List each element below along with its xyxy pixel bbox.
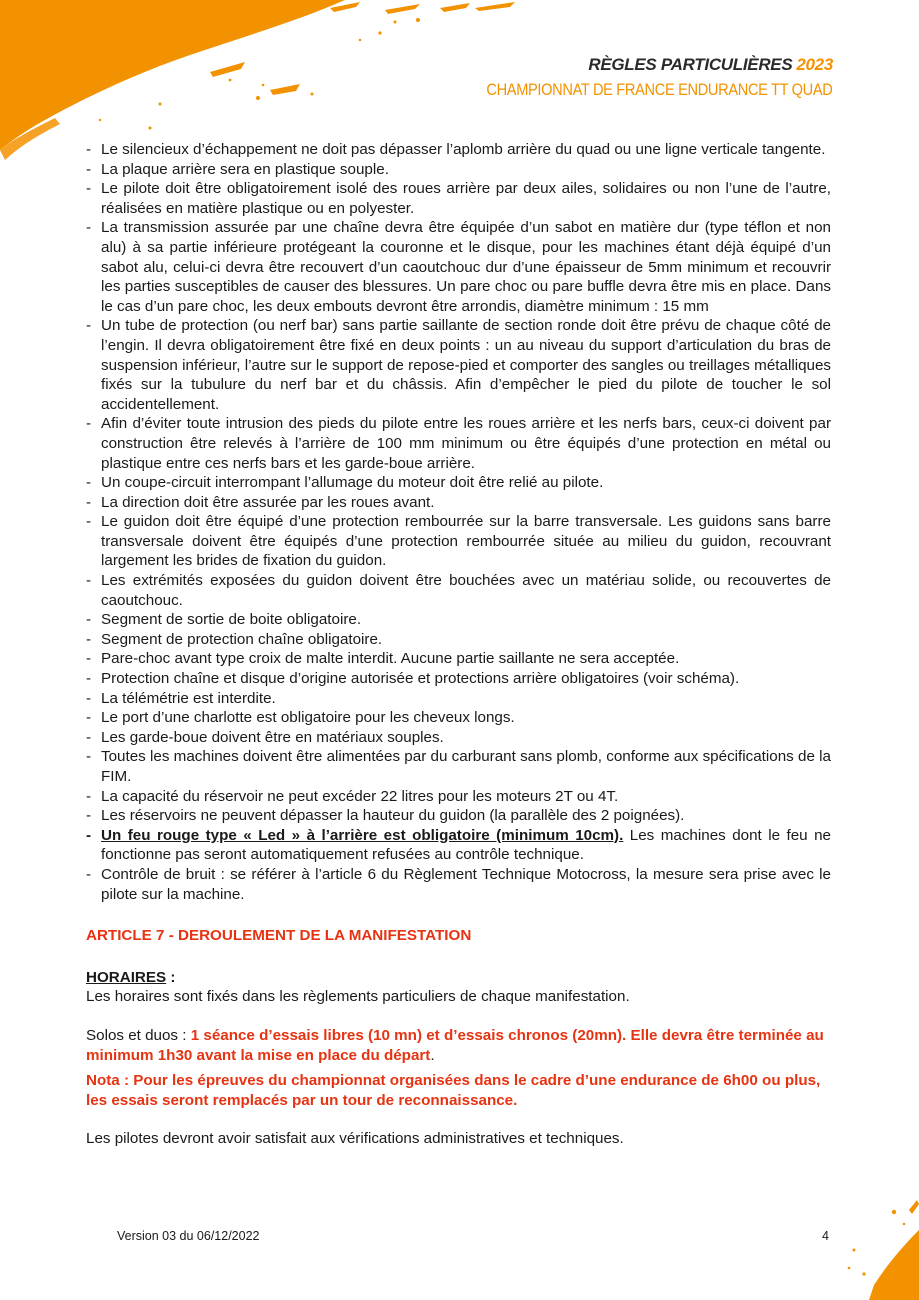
led-rule-text: Les machines dont le feu ne fonctionne pas seront automatiquement refusées au contrôle technique. [101, 826, 831, 864]
solos-suffix: . [430, 1046, 435, 1064]
horaires-heading [86, 968, 831, 988]
rules-list [86, 140, 831, 904]
list-item: - Les réservoirs ne peuvent dépasser la hauteur du guidon (la parallèle des 2 poignées). [86, 806, 831, 826]
orange-brush-decoration-bottom [809, 1190, 919, 1300]
list-item: - Segment de protection chaîne obligatoire. [86, 630, 831, 650]
list-item: - Toutes les machines doivent être alimentées par du carburant sans plomb, conforme aux spécifications de la FIM. [86, 747, 831, 786]
header-title [430, 55, 833, 75]
list-item: - La plaque arrière sera en plastique souple. [86, 160, 831, 180]
page-header [430, 55, 833, 101]
horaires-label: HORAIRES [86, 968, 167, 986]
header-year: 2023 [796, 55, 833, 74]
solos-prefix: Solos et duos : [86, 1026, 191, 1044]
document-body [86, 140, 831, 1149]
solos-emphasis: 1 séance d’essais libres (10 mn) et d’essais chronos (20mn). Elle devra être terminée au minimum 1h30 avant la mise en place du départ [86, 1026, 824, 1064]
list-item: - La télémétrie est interdite. [86, 689, 831, 709]
list-item: - Le guidon doit être équipé d’une protection rembourrée sur la barre transversale. Les guidons sans barre transversale doivent être équipés d’une protection rembourrée située au milieu du guidon, recouvrant largement les brides de fixation du guidon. [86, 512, 831, 571]
horaires-colon: : [166, 968, 176, 986]
list-item: - Les extrémités exposées du guidon doivent être bouchées avec un matériau solide, ou recouvertes de caoutchouc. [86, 571, 831, 610]
led-rule-emphasis: Un feu rouge type « Led » à l’arrière est obligatoire (minimum 10cm). [101, 826, 624, 844]
list-item: - Les garde-boue doivent être en matériaux souples. [86, 728, 831, 748]
list-item: - Contrôle de bruit : se référer à l’article 6 du Règlement Technique Motocross, la mesure sera prise avec le pilote sur la machine. [86, 865, 831, 904]
pilots-paragraph: Les pilotes devront avoir satisfait aux vérifications administratives et techniques. [86, 1130, 624, 1148]
list-item: - Afin d’éviter toute intrusion des pieds du pilote entre les roues arrière et les nerfs bars, ceux-ci doivent par construction être relevés à l’arrière de 100 mm minimum ou être équipés d’une protection en métal ou plastique entre ces nerfs bars et les garde-boue arrière. [86, 414, 831, 473]
list-item: - Segment de sortie de boite obligatoire. [86, 610, 831, 630]
list-item: - Protection chaîne et disque d’origine autorisée et protections arrière obligatoires (voir schéma). [86, 669, 831, 689]
list-item: - La direction doit être assurée par les roues avant. [86, 493, 831, 513]
nota-paragraph: Nota : Pour les épreuves du championnat organisées dans le cadre d’une endurance de 6h00 ou plus, les essais seront remplacés par un tour de reconnaissance. [86, 1072, 821, 1109]
list-item: - Le pilote doit être obligatoirement isolé des roues arrière par deux ailes, solidaires ou non l’une de l’autre, réalisées en matière plastique ou en polyester. [86, 179, 831, 218]
list-item: - La capacité du réservoir ne peut excéder 22 litres pour les moteurs 2T ou 4T. [86, 787, 831, 807]
list-item: - Un tube de protection (ou nerf bar) sans partie saillante de section ronde doit être prévu de chaque côté de l’engin. Il devra obligatoirement être fixé en deux points : un au niveau du support d’articulation du bras de suspension inférieur, l’autre sur le support de repose-pied et comporter des sangles ou treillages métalliques fixés sur la tubulure du nerf bar et du châssis. Afin d’empêcher le pied du pilote de toucher le sol accidentellement. [86, 316, 831, 414]
list-item: - Le silencieux d’échappement ne doit pas dépasser l’aplomb arrière du quad ou une ligne verticale tangente. [86, 140, 831, 160]
header-title-text: RÈGLES PARTICULIÈRES [588, 55, 793, 74]
list-item: - Pare-choc avant type croix de malte interdit. Aucune partie saillante ne sera acceptée. [86, 649, 831, 669]
solos-paragraph [86, 1026, 831, 1065]
list-item: - La transmission assurée par une chaîne devra être équipée d’un sabot en matière dur (type téflon et non alu) à sa partie inférieure protégeant la couronne et le disque, pour les machines étant déjà équipé d’un sabot alu, celui-ci devra être recouvert d’un caoutchouc dur d’une épaisseur de 5mm minimum et recouvrir les parties susceptibles de causer des blessures. Un pare choc ou pare buffle devra être mis en place. Dans le cas d’un pare choc, les deux embouts devront être arrondis, diamètre minimum : 15 mm [86, 218, 831, 316]
footer-version: Version 03 du 06/12/2022 [117, 1229, 260, 1243]
horaires-text: Les horaires sont fixés dans les règlements particuliers de chaque manifestation. [86, 988, 630, 1006]
list-item: - Le port d’une charlotte est obligatoire pour les cheveux longs. [86, 708, 831, 728]
article-heading: ARTICLE 7 - DEROULEMENT DE LA MANIFESTATION [86, 927, 472, 945]
list-item: - Un coupe-circuit interrompant l’allumage du moteur doit être relié au pilote. [86, 473, 831, 493]
header-subtitle: CHAMPIONNAT DE FRANCE ENDURANCE TT QUAD [486, 80, 833, 99]
list-item-led-rule [86, 826, 831, 865]
page-number: 4 [822, 1229, 829, 1243]
